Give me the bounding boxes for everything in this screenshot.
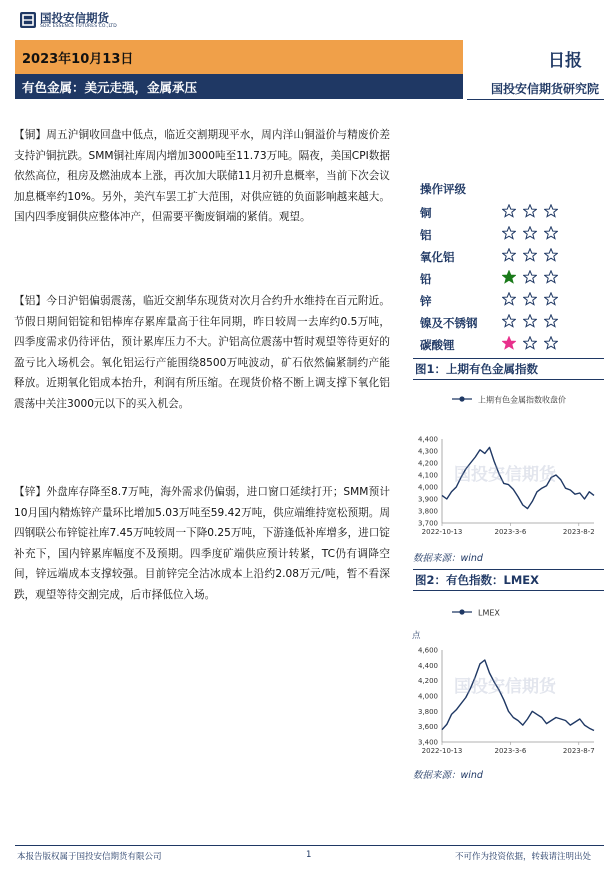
chart-legend bbox=[452, 609, 500, 618]
y-tick-label: 3,600 bbox=[417, 723, 438, 732]
star-filled-icon bbox=[502, 336, 516, 350]
star-outline-icon bbox=[544, 336, 558, 350]
star-outline-icon bbox=[523, 292, 537, 306]
y-tick-label: 3,400 bbox=[417, 738, 438, 747]
star-outline-icon bbox=[544, 292, 558, 306]
star-outline-icon bbox=[544, 270, 558, 284]
y-tick-label: 4,000 bbox=[417, 692, 438, 701]
institute-name: 国投安信期货研究院 bbox=[490, 82, 599, 96]
ratings-title: 操作评级 bbox=[420, 182, 466, 196]
rating-stars bbox=[502, 314, 568, 328]
watermark-1: 国投安信期货 bbox=[454, 465, 556, 485]
header-divider bbox=[467, 99, 604, 100]
y-tick-label: 3,700 bbox=[417, 519, 438, 528]
rating-stars bbox=[502, 248, 568, 262]
star-filled-icon bbox=[502, 270, 516, 284]
rating-stars bbox=[502, 270, 568, 284]
star-outline-icon bbox=[502, 248, 516, 262]
rating-row bbox=[420, 312, 580, 334]
page-number: 1 bbox=[306, 850, 312, 860]
star-outline-icon bbox=[544, 248, 558, 262]
rating-row bbox=[420, 202, 580, 224]
y-tick-label: 3,900 bbox=[417, 495, 438, 504]
rating-row bbox=[420, 334, 580, 356]
rating-stars bbox=[502, 292, 568, 306]
figure2-header bbox=[413, 569, 604, 591]
x-tick-label: 2023-8-2 bbox=[562, 528, 595, 536]
rating-stars bbox=[502, 226, 568, 240]
chart-lmex-index bbox=[410, 598, 600, 760]
paragraph-aluminum: 【铝】今日沪铝偏弱震荡，临近交割华东现货对次月合约升水维持在百元附近。节假日期间铝锭和铝棒库存累库量高于往年同期，昨日较周一去库约0.5万吨，四季度需求仍待评估，预计累库压力不大。沪铝高位震荡中暂时观望等待更好的盈亏比入场机会。氧化铝运行产能围绕8500万吨波动，矿石依然偏紧制约产能释放。近期氧化铝成本抬升，利润有所压缩。在现货价格不断上调支撑下氧化铝震荡中关注3000元以下的买入机会。 bbox=[14, 295, 390, 410]
paragraph-zinc: 【锌】外盘库存降至8.7万吨，海外需求仍偏弱，进口窗口延续打开；SMM预计10月国内精炼锌产量环比增加5.03万吨至59.42万吨，供应端维持宽松预期。周四钢联公布锌锭社库7.45万吨较周一下降0.25万吨，下游逢低补库增多，进口锭补充下，国内锌累库幅度不及预期。四季度矿端供应预计转紧，TC仍有调降空间，锌远端成本支撑较强。目前锌完全沽冰成本上沿约2.08万元/吨，暂不看深跌，观望等待交割完成，后市择低位入场。 bbox=[14, 486, 390, 601]
y-tick-label: 4,600 bbox=[417, 646, 438, 655]
star-outline-icon bbox=[523, 226, 537, 240]
rating-row bbox=[420, 224, 580, 246]
legend-label: LMEX bbox=[478, 608, 500, 618]
rating-name: 氧化铝 bbox=[420, 250, 455, 264]
footer-copyright: 本报告版权属于国投安信期货有限公司 bbox=[17, 852, 162, 862]
star-outline-icon bbox=[544, 226, 558, 240]
figure1-title: 图1：上期有色金属指数 bbox=[415, 362, 539, 376]
figure2-title: 图2：有色指数：LMEX bbox=[415, 573, 539, 587]
rating-row bbox=[420, 290, 580, 312]
x-tick-label: 2023-8-7 bbox=[562, 747, 595, 755]
star-outline-icon bbox=[523, 314, 537, 328]
star-outline-icon bbox=[502, 314, 516, 328]
y-tick-label: 4,400 bbox=[417, 661, 438, 670]
rating-row bbox=[420, 268, 580, 290]
figure1-source: 数据来源：wind bbox=[413, 553, 483, 564]
y-tick-label: 4,200 bbox=[417, 459, 438, 468]
logo-name-en: SDIC ESSENCE FUTURES CO.,LTD bbox=[40, 24, 117, 29]
star-outline-icon bbox=[502, 204, 516, 218]
rating-name: 铅 bbox=[420, 272, 432, 286]
report-date: 2023年10月13日 bbox=[22, 52, 134, 67]
legend-marker bbox=[459, 609, 464, 614]
rating-stars bbox=[502, 204, 568, 218]
rating-name: 铜 bbox=[420, 206, 432, 220]
rating-name: 镍及不锈钢 bbox=[420, 316, 478, 330]
y-tick-label: 4,400 bbox=[417, 435, 438, 444]
footer-divider bbox=[15, 845, 604, 846]
y-tick-label: 4,100 bbox=[417, 471, 438, 480]
legend-marker bbox=[459, 396, 464, 401]
figure1-header bbox=[413, 358, 604, 380]
star-outline-icon bbox=[523, 336, 537, 350]
star-outline-icon bbox=[544, 204, 558, 218]
y-axis-label: 点 bbox=[412, 631, 421, 641]
star-outline-icon bbox=[523, 270, 537, 284]
report-type: 日报 bbox=[548, 51, 582, 71]
figure2-source: 数据来源：wind bbox=[413, 770, 483, 781]
series-line bbox=[442, 447, 594, 508]
x-tick-label: 2023-3-6 bbox=[494, 528, 527, 536]
y-tick-label: 4,200 bbox=[417, 677, 438, 686]
footer-disclaimer: 不可作为投资依据，转载请注明出处 bbox=[455, 852, 592, 862]
y-tick-label: 3,800 bbox=[417, 707, 438, 716]
x-tick-label: 2022-10-13 bbox=[421, 747, 463, 755]
legend-label: 上期有色金属指数收盘价 bbox=[478, 395, 566, 405]
chart-shfe-metals-index bbox=[410, 385, 600, 545]
series-line bbox=[442, 660, 594, 731]
company-logo bbox=[20, 9, 130, 35]
logo-name-cn: 国投安信期货 bbox=[40, 11, 109, 25]
star-outline-icon bbox=[502, 292, 516, 306]
star-outline-icon bbox=[502, 226, 516, 240]
logo-mark-icon bbox=[20, 12, 36, 28]
y-tick-label: 3,800 bbox=[417, 507, 438, 516]
watermark-2: 国投安信期货 bbox=[454, 677, 556, 697]
rating-name: 锌 bbox=[420, 294, 432, 308]
rating-name: 碳酸锂 bbox=[420, 338, 455, 352]
chart-legend bbox=[452, 395, 566, 405]
rating-name: 铝 bbox=[420, 228, 432, 242]
x-tick-label: 2023-3-6 bbox=[494, 747, 527, 755]
y-tick-label: 4,300 bbox=[417, 447, 438, 456]
paragraph-copper: 【铜】周五沪铜收回盘中低点，临近交割期现平水，周内洋山铜溢价与精废价差支持沪铜抗跌。SMM铜社库周内增加3000吨至11.73万吨。隔夜，美国CPI数据依然高位，租房及燃油成本上涨，再次加大联储11月初升息概率，当前下次会议加息概率约10%。另外，美汽车罢工扩大范围，对供应链的负面影响越来越大。国内四季度铜供应整体冲产，但需要平衡废铜端的紧俏。观望。 bbox=[14, 129, 390, 224]
star-outline-icon bbox=[523, 248, 537, 262]
star-outline-icon bbox=[523, 204, 537, 218]
report-headline: 有色金属：美元走强，金属承压 bbox=[22, 80, 198, 95]
star-outline-icon bbox=[544, 314, 558, 328]
rating-row bbox=[420, 246, 580, 268]
x-tick-label: 2022-10-13 bbox=[421, 528, 463, 536]
rating-stars bbox=[502, 336, 568, 350]
y-tick-label: 4,000 bbox=[417, 483, 438, 492]
